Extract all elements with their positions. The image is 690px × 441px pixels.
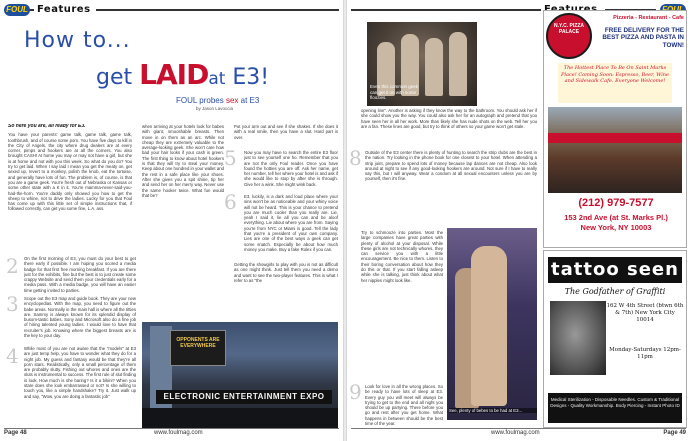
subtitle-post: at E3 [240, 96, 260, 105]
article-column-1b [24, 256, 136, 296]
expo-photo [142, 322, 338, 428]
left-footer [4, 428, 339, 438]
pizza-phone: (212) 979-7577 [578, 197, 654, 209]
tattoo-seen-ad[interactable] [543, 250, 687, 428]
paragraph: You have your parents' game talk, game talk, game talk, toothbrush, and of course some porn. You have five days to kill in the City of Angels, the city where drug dealers are at every corner, pimps and hookers are at all the corners. You also brought CASH! At home you may or may not have a girl, but she is at home and not with you this week. So what do you do? You try to get laid. When I say laid I mean you get the meaty on, get sexed up, revert to a monkey, polish the knob, eat the tortoise, and generally have lots of fun. The problem is, of course, is that you are a game geek. You're fresh out of Nebraska or Kansas or some other state with a K in it. You're mamma-never-said-you-had-the-horn. You're daddy only showed you how to get the sheep to whine, not to drive the ladies. Lucky for you that Foul has come up with this little set of simple instructions that, if followed correctly, can get you some fine, L.A. ass. [8, 132, 132, 212]
article-title-line1: How to... [24, 28, 131, 53]
article-column-1 [8, 124, 132, 250]
article-column-3b [244, 150, 338, 190]
article-column-1c [24, 296, 136, 342]
crowd-silhouette [142, 408, 338, 428]
article-continued-2 [365, 150, 537, 226]
paragraph: On the first morning of E3, you must do your best to get there early if possible. I am hoping you scored a media badge for that first free morning breakfast. If you are there just for the exhibits, fine but the best is to just create some crappy Website and send them your credentials early for a media pass. With a media badge, you will have an easier time getting invited to parties. [24, 256, 136, 293]
article-subtitle [176, 96, 259, 105]
article-continued-4 [365, 384, 443, 428]
article-continued-1 [361, 108, 537, 148]
step-number: 6 [224, 190, 237, 214]
paragraph: Try to schmooze into parties. Most the large companies have great parties with plenty of alcohol at your disposal. While these girls are not technically whores, they can service you with a little encouragement. Be nice to them. Listen to their boring conversation about how they do this or that. If you start falling asleep while she is talking, just think about what her nipples might look like. [361, 230, 443, 283]
page-number: Page 48 [4, 430, 27, 436]
article-title-line2 [96, 58, 269, 91]
expo-sign: ELECTRONIC ENTERTAINMENT EXPO [156, 390, 332, 404]
left-header [4, 4, 339, 16]
tattoo-hours: Monday-Saturdays 12pm-11pm [609, 347, 681, 360]
site-url: www.foulmag.com [154, 430, 203, 436]
paragraph: Outside of the E3 center there is plenty of hunting to search the strip clubs are the best in the nation. Try looking in the phone book for one closest to your hotel. When attending a strip joint, prepare to spend lots of money because lap dances are not cheap. Also look around at night to see if any good-looking hookers are around. Not sure if I have to really say this, but I will anyway. Wear a condom at all sexual encounters unless you are by yourself, then it's fine. [365, 150, 537, 182]
tattoo-address: 162 W 4th Street (btwn 6th & 7th) New York City 10014 [606, 303, 684, 323]
step-number: 2 [6, 254, 19, 278]
paragraph: While most of you are not aware that the "models" at E3 are just temp help, you have to wonder what they do for a night job. My guess and fantasy would be that they're all porn stars. Realistically, only a small percentage of them are probably slutty. Fishing out whores and ones are the sluts is instrumental to success. The first rule of slut finding is look. How much is she baring? Is it a bikini? When you stare does she look embarrassed or not? Is she willing to touch you, like a simple handshake? Try it. Just walk up and say, "Wow, you are doing a fantastic job" [24, 346, 136, 399]
paragraph: Scope out the E3 map and guide book. They are your new encyclopedias. With the map, you need to figure out the babe areas. Normally in the main hall is where all the titties are. Sammy is always known for its splendid display of busom-tastic babes. Sony and Microsoft also do a fine job of hiring talented young ladies. I would love to have that recruiter's job. Knowing where the biggest breasts are is the key to your day. [24, 296, 136, 339]
tattoo-title: tattoo seen [548, 257, 682, 283]
pizza-city: New York, NY 10003 [580, 223, 652, 232]
paragraph: Put your arm out and see if she shakes. If she does it with a real smile, then you have a slut. Hard part is over. [234, 124, 338, 140]
pizza-palace-logo: N.Y.C. PIZZA PALACE [546, 13, 592, 59]
page-number: Page 49 [663, 430, 686, 436]
foul-logo-badge: FOUL [4, 4, 30, 16]
step-number: 8 [349, 146, 362, 170]
article-continued-3 [361, 230, 443, 380]
tattoo-services: Medical Sterilization - Disposable Needles. Custom & Traditional Designs - Quality Workmanship. Body Piercing - Instant Photo ID [548, 393, 682, 423]
header-rule [351, 9, 541, 11]
step-number: 9 [349, 380, 362, 404]
person-figure [425, 38, 443, 96]
photo-caption: Even this common geek can get it on with some floozies. [370, 84, 419, 100]
step-number: 3 [6, 292, 19, 316]
title-at: at [208, 69, 226, 89]
right-page [347, 0, 690, 441]
article-column-3 [234, 124, 338, 148]
expo-banner: OPPONENTS ARE EVERYWHERE [170, 330, 226, 366]
tattoo-subtitle: The Godfather of Graffiti [564, 287, 666, 296]
paragraph: Now you may have to search the entire E3 floor just to see yourself one ho. Remember that you are not the only Foul reader. Once you have found the hotties you are off. Ask her name, get her number, tell her where your hotel is and ask if she would like to stop by after she is through. Give her a wink. She might wink back. [244, 150, 338, 187]
pizza-palace-ad[interactable] [543, 10, 687, 248]
paragraph: when arriving at your hotels look for babes with giant, smooshable breasts. Then move in on them as an arc. While not cheap they are extremely valuable to the average-looking geek. She won't care how bad your hair looks if your cash is green. The first thing to know about hotel hookers is that they will try to steal your money. Keep about one hundred in your wallet and the rest in a safe place like your shoes. After she gives you a spit shine, tip her and send her on her merry way. Never use the same hooker twice. What fun would that be? [142, 124, 224, 198]
footer-rule [4, 428, 339, 429]
header-rule [96, 9, 339, 11]
site-url: www.foulmag.com [491, 430, 540, 436]
free-delivery-text: FREE DELIVERY FOR THE BEST PIZZA AND PASTA IN TOWN! [602, 27, 684, 49]
tattoo-artwork [550, 301, 606, 375]
article-column-1d [24, 346, 136, 424]
paragraph: Getting the showgirls to play with you is not as difficult as one might think. Just tell them you need a demo and want to see the two-player features. This is what I refer to as "the [234, 262, 338, 283]
pizza-tagline: Pizzeria - Restaurant - Cafe [613, 15, 684, 21]
person-figure [471, 246, 507, 406]
article-column-3d [234, 262, 338, 318]
right-footer [351, 428, 686, 438]
pizza-storefront-photo [548, 107, 682, 193]
person-figure [449, 32, 467, 96]
title-e3: E3! [232, 65, 270, 90]
subtitle-pre: FOUL probes [176, 96, 224, 105]
paragraph: Look for love in all the wrong places. So be ready to have lots of sleep at E3. Every guy you will meet will always be trying to get to the end and all night you should be up partying. There before you go and rest after you get home. What happens in between should be the best time of the year. [365, 384, 443, 427]
section-title: Features [34, 4, 94, 16]
subtitle-sex: sex [225, 96, 239, 105]
pizza-promo-text: The Hottest Place To Be On Saint Marks Place! Coming Soon: Espresso, Beer, Wine and Sidewalk Cafe. Everyone Welcome! [558, 63, 672, 103]
booth-photo [447, 228, 537, 420]
step-number: 5 [224, 146, 237, 170]
paragraph: E3, luckily, is a dark and loud place where your sins won't be as noticeable and your whiny voice will not be heard. This is your chance to pretend you are much cooler than you really are. Lie, yeah I said it, lie all you can and be aloof everything. Lie about where you are from. Saying you're from NYC or Miami is good. Tell the lady that you're a president of your own company. Lies are one of the best ways a geek can get some snatch. Especially be about how much money you make. Buy a fake Rolex if you can. [244, 194, 338, 252]
article-column-3c [244, 194, 338, 258]
byline: by Jason Lavoccia [196, 106, 234, 111]
lead-text: So here you are, all ready for E3. [8, 124, 86, 129]
photo-caption: See, plenty of bebes to be had at E3... [449, 408, 537, 413]
paragraph: opening line". Another is asking if they know the way to the bathroom. You should ask her if she could show you the way. You could also ask her for an autograph and pretend that you have seen her in all her work. More than likely she has nude shots on the web. Tell her you are a fan. These lines are good, but try to think of others so your game won't get stale. [361, 108, 537, 129]
group-photo [367, 22, 477, 106]
pizza-address: 153 2nd Ave (at St. Marks Pl.) [564, 213, 668, 222]
step-number: 4 [6, 344, 19, 368]
left-page [0, 0, 343, 441]
article-column-2 [142, 124, 224, 252]
title-laid: LAID [139, 58, 209, 91]
title-get: get [96, 65, 133, 90]
footer-rule [351, 428, 686, 429]
storefront-awning [548, 133, 682, 143]
